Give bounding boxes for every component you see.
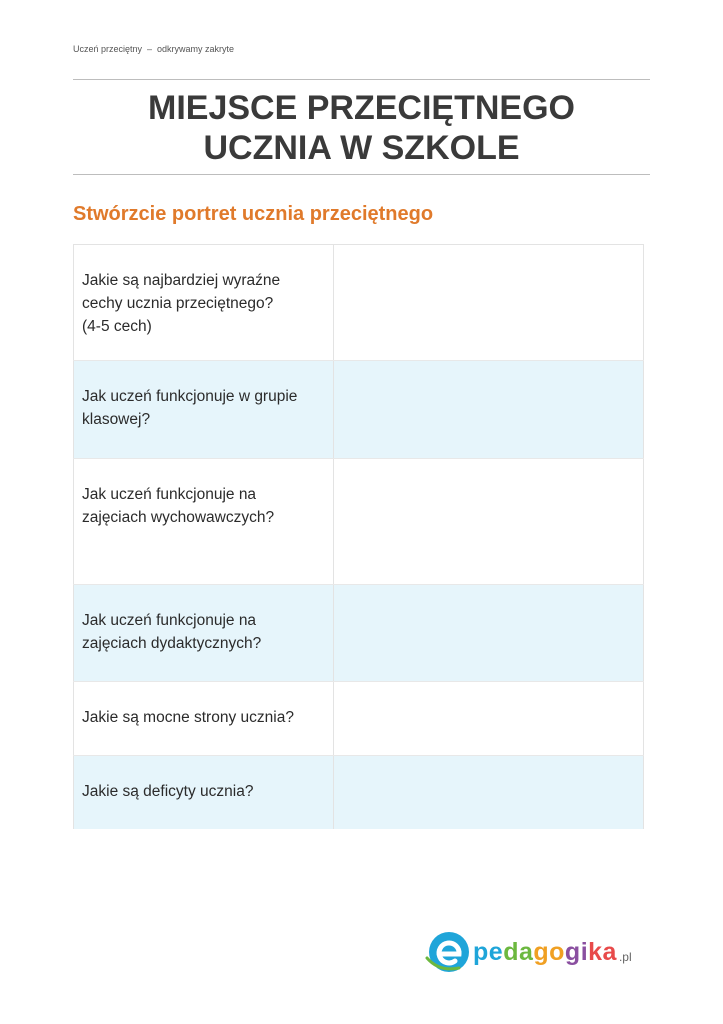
page-title-line-1: MIEJSCE PRZECIĘTNEGO [148,89,575,127]
question-cell: Jak uczeń funkcjonuje na zajęciach dydaktycznych? [73,585,334,681]
answer-cell[interactable] [334,459,644,584]
answer-cell[interactable] [334,682,644,755]
table-row [73,681,644,755]
answer-cell[interactable] [334,585,644,681]
answer-cell[interactable] [334,361,644,458]
table-row [73,584,644,681]
question-cell: Jak uczeń funkcjonuje w grupie klasowej? [73,361,334,458]
bottom-divider [73,174,650,175]
portrait-table [73,244,644,829]
logo-tld: .pl [618,950,632,964]
running-header: Uczeń przeciętny – odkrywamy zakryte [73,44,235,54]
logo-text-part: ka [588,937,617,966]
epedagogika-logo[interactable] [425,928,632,976]
logo-text-part: gi [564,937,589,966]
question-cell: Jakie są najbardziej wyraźne cechy ucznia przeciętnego? (4-5 cech) [73,245,334,360]
table-row [73,458,644,584]
logo-text-part: da [503,937,534,966]
logo-text-part: go [533,937,565,966]
answer-cell[interactable] [334,756,644,829]
section-subtitle: Stwórzcie portret ucznia przeciętnego [73,203,434,225]
question-cell: Jakie są mocne strony ucznia? [73,682,334,755]
question-cell: Jakie są deficyty ucznia? [73,756,334,829]
logo-wordmark [473,938,617,967]
top-divider [73,79,650,80]
logo-e-icon [425,928,473,976]
page-title [73,88,650,168]
table-row [73,360,644,458]
table-row [73,245,644,360]
question-cell: Jak uczeń funkcjonuje na zajęciach wychowawczych? [73,459,334,584]
page-title-line-2: UCZNIA W SZKOLE [203,129,520,167]
answer-cell[interactable] [334,245,644,360]
table-row [73,755,644,829]
logo-text-part: pe [473,937,504,966]
